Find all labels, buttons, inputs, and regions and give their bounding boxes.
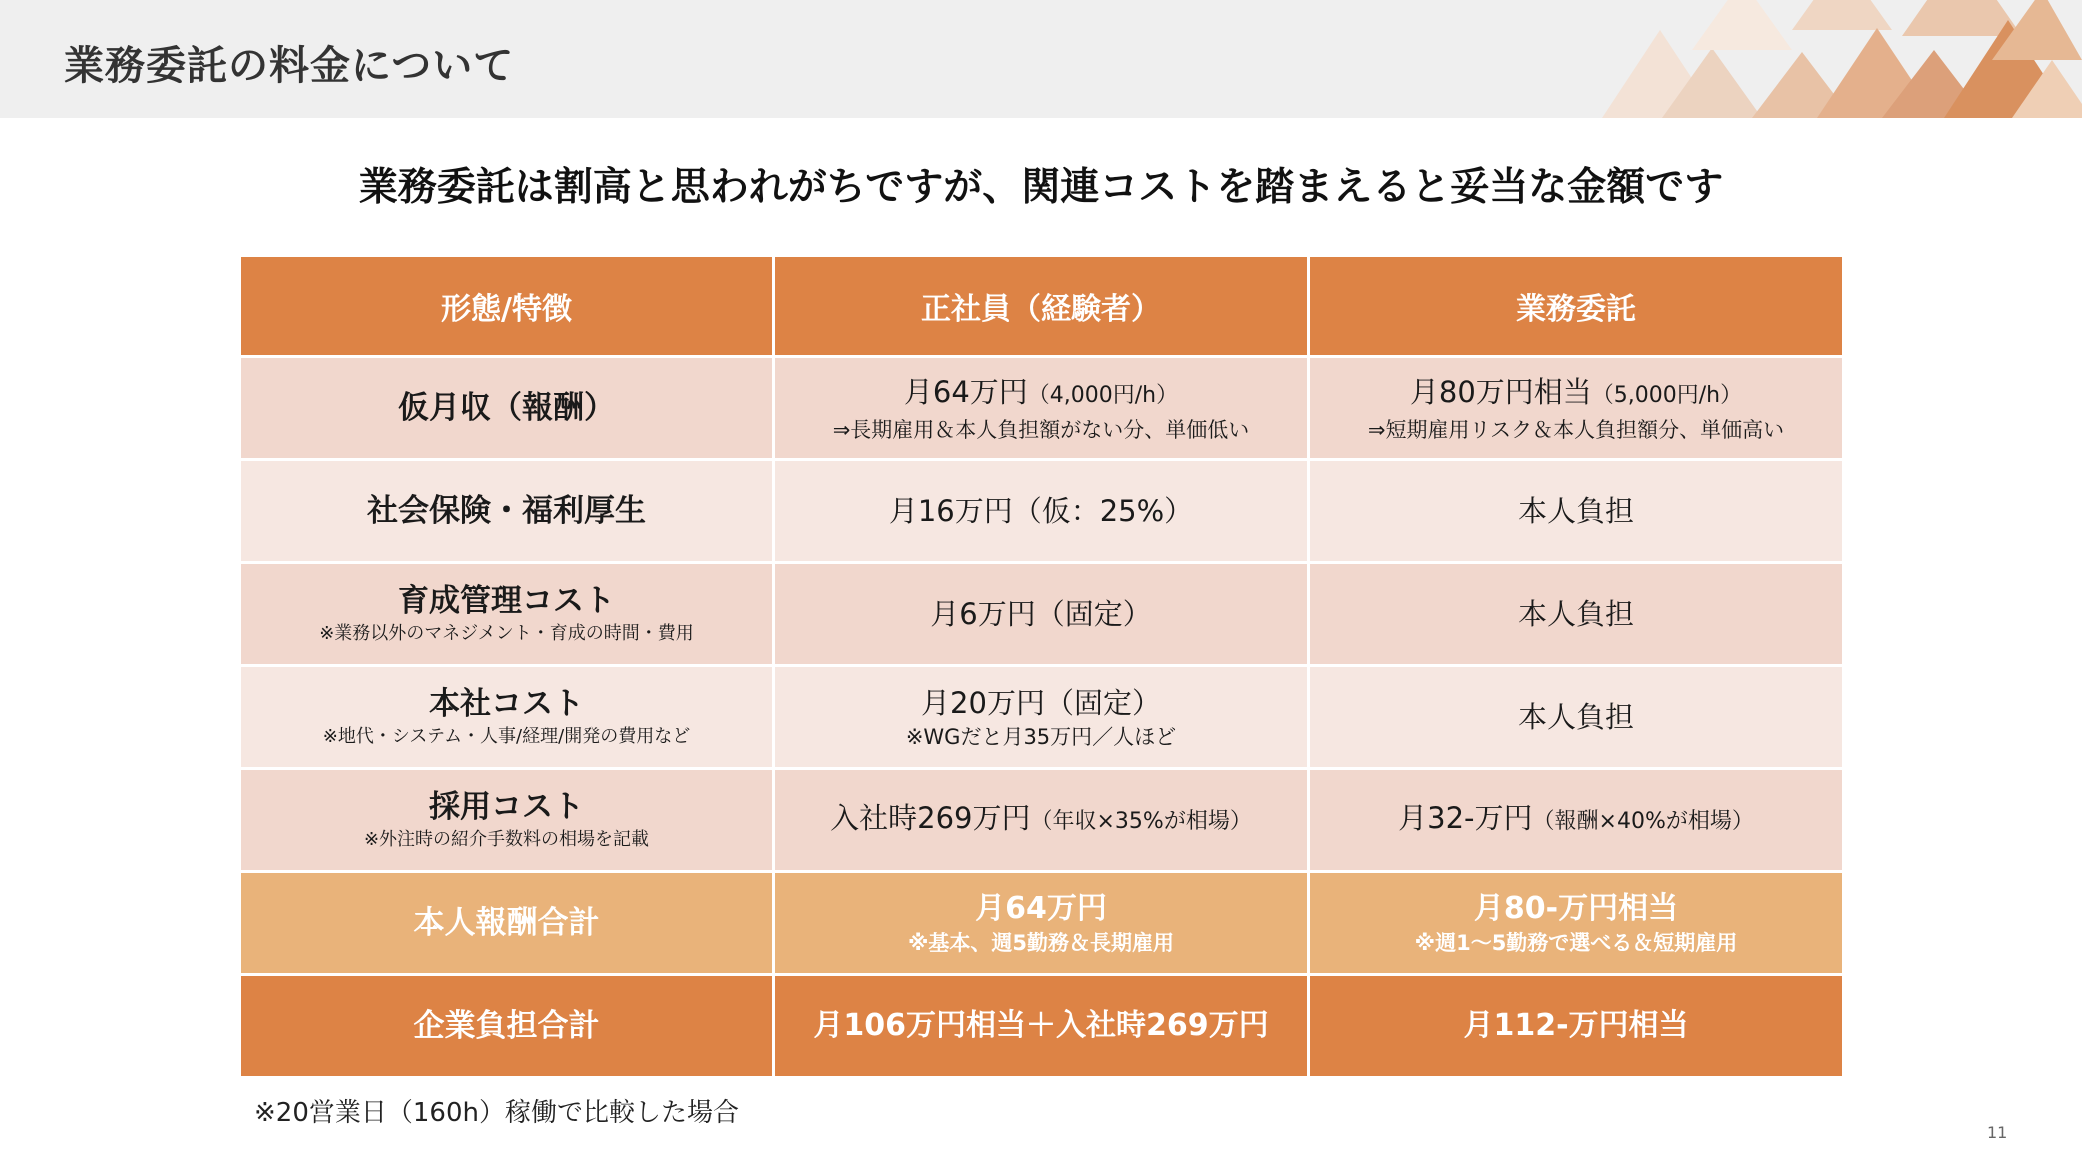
table-header-row [240,256,1844,357]
row-label-cell [240,666,774,769]
row-label-cell [240,975,774,1078]
slide-subtitle: 業務委託は割高と思われがちですが、関連コストを踏まえると妥当な金額です [358,165,1724,210]
row-label: 育成管理コスト [398,583,615,619]
cell-main: 月112-万円相当 [1463,1008,1689,1043]
row-label-cell [240,769,774,872]
employee-cell [774,769,1309,872]
employee-cell [774,872,1309,975]
contractor-cell [1309,872,1844,975]
table-row [240,666,1844,769]
comparison-table [238,254,1845,1079]
employee-cell [774,666,1309,769]
cell-sub: ※週1～5勤務で選べる＆短期雇用 [1414,931,1738,955]
table-row [240,769,1844,872]
row-label-cell [240,563,774,666]
row-label: 社会保険・福利厚生 [367,493,646,529]
table-row [240,563,1844,666]
row-label: 本社コスト [429,686,584,722]
cell-small: （5,000円/h） [1591,383,1743,408]
row-label-cell [240,872,774,975]
table-row [240,460,1844,563]
page-number: 11 [1987,1123,2008,1142]
row-label: 企業負担合計 [413,1008,600,1044]
cell-main: 入社時269万円 [830,801,1031,835]
cell-sub: ※基本、週5勤務＆長期雇用 [907,931,1175,955]
contractor-cell [1309,666,1844,769]
cell-main: 本人負担 [1517,494,1634,528]
cell-main: 月16万円（仮：25%） [888,494,1194,528]
cell-main: 月106万円相当＋入社時269万円 [813,1008,1269,1043]
employee-cell [774,975,1309,1078]
triangle-decoration [1542,0,2082,118]
employee-cell [774,357,1309,460]
cell-main: 月80万円相当 [1409,375,1592,409]
row-label-cell [240,357,774,460]
header-cell-contractor: 業務委託 [1309,256,1844,357]
contractor-cell [1309,460,1844,563]
contractor-cell [1309,975,1844,1078]
footnote: ※20営業日（160h）稼働で比較した場合 [254,1098,739,1128]
row-note: ※業務以外のマネジメント・育成の時間・費用 [319,623,694,644]
sum-row [240,872,1844,975]
contractor-cell [1309,769,1844,872]
row-note: ※地代・システム・人事/経理/開発の費用など [322,726,691,747]
cell-main: 月20万円（固定） [921,686,1161,720]
cell-sub: ⇒長期雇用＆本人負担額がない分、単価低い [832,418,1250,442]
cell-main: 本人負担 [1517,597,1634,631]
row-note: ※外注時の紹介手数料の相場を記載 [363,829,650,850]
cell-sub: ※WGだと月35万円／人ほど [905,725,1177,749]
row-label: 本人報酬合計 [413,905,600,941]
employee-cell [774,563,1309,666]
contractor-cell [1309,563,1844,666]
header-cell-employee: 正社員（経験者） [774,256,1309,357]
row-label: 仮月収（報酬） [398,390,615,426]
cell-main: 月6万円（固定） [930,597,1152,631]
cell-small: （年収×35%が相場） [1030,809,1252,834]
total-row [240,975,1844,1078]
cell-main: 月64万円 [975,891,1107,926]
cell-main: 本人負担 [1517,700,1634,734]
cell-sub: ⇒短期雇用リスク＆本人負担額分、単価高い [1367,418,1785,442]
cell-main: 月80-万円相当 [1473,891,1679,926]
row-label-cell [240,460,774,563]
cell-main: 月32-万円 [1398,801,1533,835]
page-title: 業務委託の料金について [64,43,515,89]
cell-small: （報酬×40%が相場） [1532,809,1754,834]
contractor-cell [1309,357,1844,460]
cell-main: 月64万円 [903,375,1028,409]
employee-cell [774,460,1309,563]
cell-small: （4,000円/h） [1027,383,1179,408]
table-row [240,357,1844,460]
header-cell-form: 形態/特徴 [240,256,774,357]
row-label: 採用コスト [429,789,584,825]
